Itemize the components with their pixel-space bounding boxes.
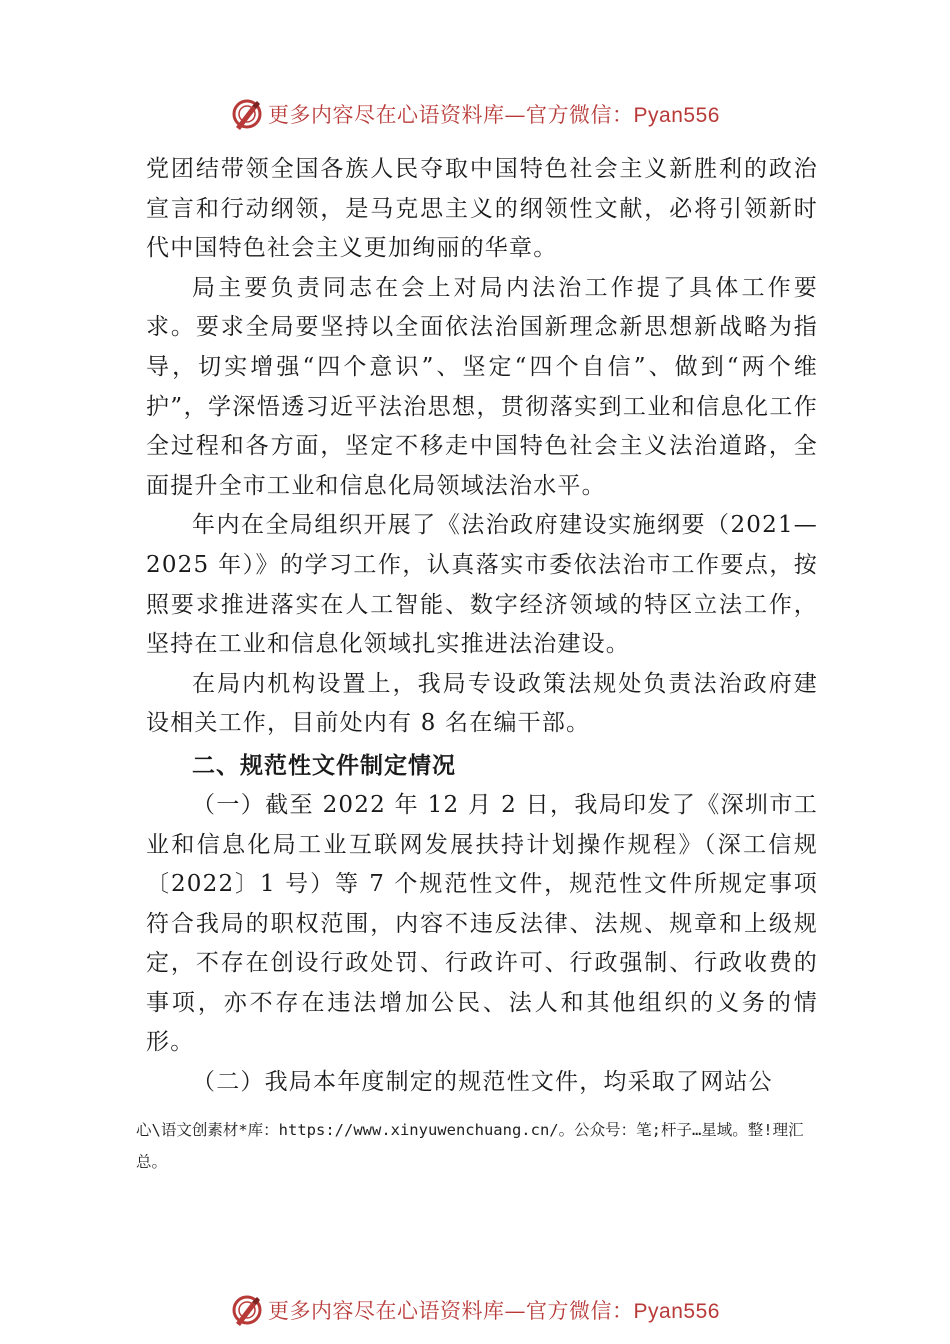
- paragraph-4: 在局内机构设置上，我局专设政策法规处负责法治政府建设相关工作，目前处内有 8 名在编干部。: [146, 670, 818, 737]
- header-banner-account: Pyan556: [633, 104, 720, 127]
- paragraph-3: 年内在全局组织开展了《法治政府建设实施纲要（2021—2025 年）》的学习工作，认真落实市委依法治市工作要点，按照要求推进落实在人工智能、数字经济领域的特区立法工作，坚持在工业和信息化领域扎实推进法治建设。: [146, 512, 818, 658]
- footer-banner-text: [268, 1295, 720, 1325]
- paragraph-6: （二）我局本年度制定的规范性文件，均采取了网站公: [192, 1069, 773, 1096]
- header-banner-text: [268, 99, 720, 129]
- paragraph-5: （一）截至 2022 年 12 月 2 日，我局印发了《深圳市工业和信息化局工业互联网发展扶持计划操作规程》（深工信规〔2022〕1 号）等 7 个规范性文件，规范性文件所规定事项符合我局的职权范围，内容不违反法律、法规、规章和上级规定，不存在创设行政处罚、行政许可、行政强制、行政收费的事项，亦不存在违法增加公民、法人和其他组织的义务的情形。: [146, 791, 818, 1056]
- paragraph-2: 局主要负责同志在会上对局内法治工作提了具体工作要求。要求全局要坚持以全面依法治国新理念新思想新战略为指导，切实增强“四个意识”、坚定“四个自信”、做到“两个维护”，学深悟透习近平法治思想，贯彻落实到工业和信息化工作全过程和各方面，坚定不移走中国特色社会主义法治道路，全面提升全市工业和信息化局领域法治水平。: [146, 274, 818, 499]
- footer-banner-label: 更多内容尽在心语资料库—官方微信：: [268, 1299, 634, 1323]
- section-heading-2: 二、规范性文件制定情况: [192, 752, 456, 779]
- header-banner-label: 更多内容尽在心语资料库—官方微信：: [268, 103, 634, 127]
- paragraph-1: 党团结带领全国各族人民夺取中国特色社会主义新胜利的政治宣言和行动纲领，是马克思主义的纲领性文献，必将引领新时代中国特色社会主义更加绚丽的华章。: [146, 156, 818, 262]
- footer-banner-account: Pyan556: [633, 1300, 720, 1323]
- header-banner: [0, 94, 950, 134]
- footer-pen-seal-logo-icon: [230, 1293, 264, 1327]
- source-footnote: 心\语文创素材*库：https://www.xinyuwenchuang.cn/。公众号：笔;杆子…星域。整!理汇总。: [136, 1121, 804, 1171]
- pen-seal-logo-icon: [230, 97, 264, 131]
- document-body: [146, 150, 818, 1103]
- footer-banner: [0, 1290, 950, 1330]
